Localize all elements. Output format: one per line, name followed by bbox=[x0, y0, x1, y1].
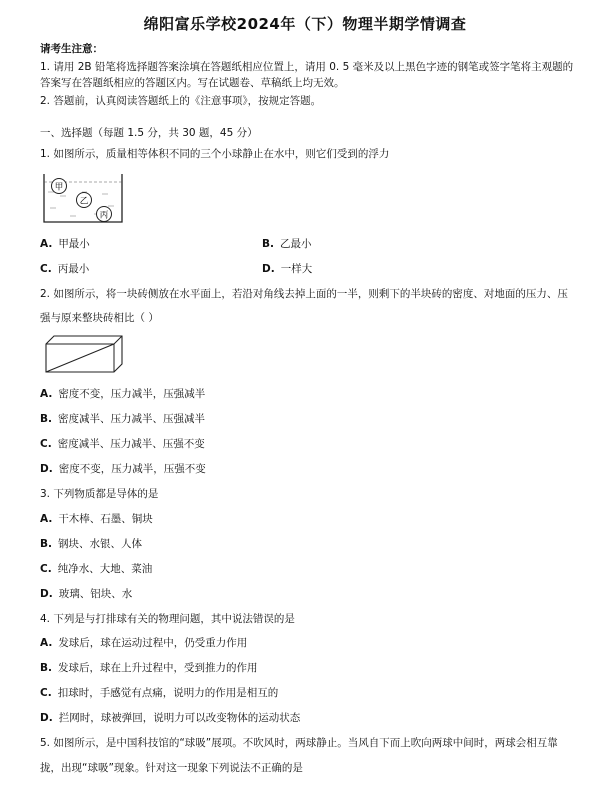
notice-line: 答案写在答题纸相应的答题区内。写在试题卷、草稿纸上均无效。 bbox=[40, 77, 345, 89]
ball-label: 丙 bbox=[99, 210, 109, 221]
brick-figure bbox=[44, 334, 126, 376]
q3-option-c[interactable]: C. 纯净水、大地、菜油 bbox=[40, 563, 153, 575]
question-5-stem: 拢，出现“球吸”现象。针对这一现象下列说法不正确的是 bbox=[40, 762, 303, 774]
q4-option-c[interactable]: C. 扣球时，手感觉有点痛，说明力的作用是相互的 bbox=[40, 687, 279, 699]
q1-option-d[interactable]: D. 一样大 bbox=[262, 263, 313, 275]
q2-option-c[interactable]: C. 密度减半、压力减半、压强不变 bbox=[40, 438, 205, 450]
question-2-stem: 2. 如图所示，将一块砖侧放在水平面上，若沿对角线去掉上面的一半，则剩下的半块砖的密度、对地面的压力、压 bbox=[40, 288, 568, 300]
ball-label: 乙 bbox=[79, 196, 89, 207]
question-4-stem: 4. 下列是与打排球有关的物理问题，其中说法错误的是 bbox=[40, 613, 295, 625]
q1-option-a[interactable]: A. 甲最小 bbox=[40, 238, 90, 250]
q3-option-b[interactable]: B. 钢块、水银、人体 bbox=[40, 538, 142, 550]
question-2-stem: 强与原来整块砖相比（ ） bbox=[40, 312, 159, 324]
q1-option-c[interactable]: C. 丙最小 bbox=[40, 263, 90, 275]
q4-option-b[interactable]: B. 发球后，球在上升过程中，受到推力的作用 bbox=[40, 662, 258, 674]
q4-option-d[interactable]: D. 拦网时，球被弹回，说明力可以改变物体的运动状态 bbox=[40, 712, 301, 724]
question-1-stem: 1. 如图所示，质量相等体积不同的三个小球静止在水中，则它们受到的浮力 bbox=[40, 148, 390, 160]
ball-label: 甲 bbox=[54, 182, 64, 193]
notice-line: 1. 请用 2B 铅笔将选择题答案涂填在答题纸相应位置上，请用 0. 5 毫米及以上黑色字迹的钢笔或签字笔将主观题的 bbox=[40, 61, 574, 73]
q3-option-a[interactable]: A. 干木棒、石墨、铜块 bbox=[40, 513, 153, 525]
section-heading: 一、选择题（每题 1.5 分，共 30 题，45 分） bbox=[40, 127, 258, 139]
page-title: 绵阳富乐学校2024年（下）物理半期学情调查 bbox=[143, 15, 467, 33]
q2-option-a[interactable]: A. 密度不变，压力减半，压强减半 bbox=[40, 388, 206, 400]
notice-heading: 请考生注意： bbox=[40, 43, 103, 55]
q4-option-a[interactable]: A. 发球后，球在运动过程中，仍受重力作用 bbox=[40, 637, 248, 649]
question-5-stem: 5. 如图所示，是中国科技馆的“球吸”展项。不吹风时，两球静止。当风自下而上吹向两球中间时，两球会相互靠 bbox=[40, 737, 558, 749]
notice-line: 2. 答题前，认真阅读答题纸上的《注意事项》，按规定答题。 bbox=[40, 95, 322, 107]
q2-option-b[interactable]: B. 密度减半、压力减半、压强减半 bbox=[40, 413, 205, 425]
q2-option-d[interactable]: D. 密度不变，压力减半，压强不变 bbox=[40, 463, 206, 475]
q1-option-b[interactable]: B. 乙最小 bbox=[262, 238, 312, 250]
q3-option-d[interactable]: D. 玻璃、铝块、水 bbox=[40, 588, 133, 600]
water-container-figure bbox=[42, 172, 124, 224]
question-3-stem: 3. 下列物质都是导体的是 bbox=[40, 488, 159, 500]
